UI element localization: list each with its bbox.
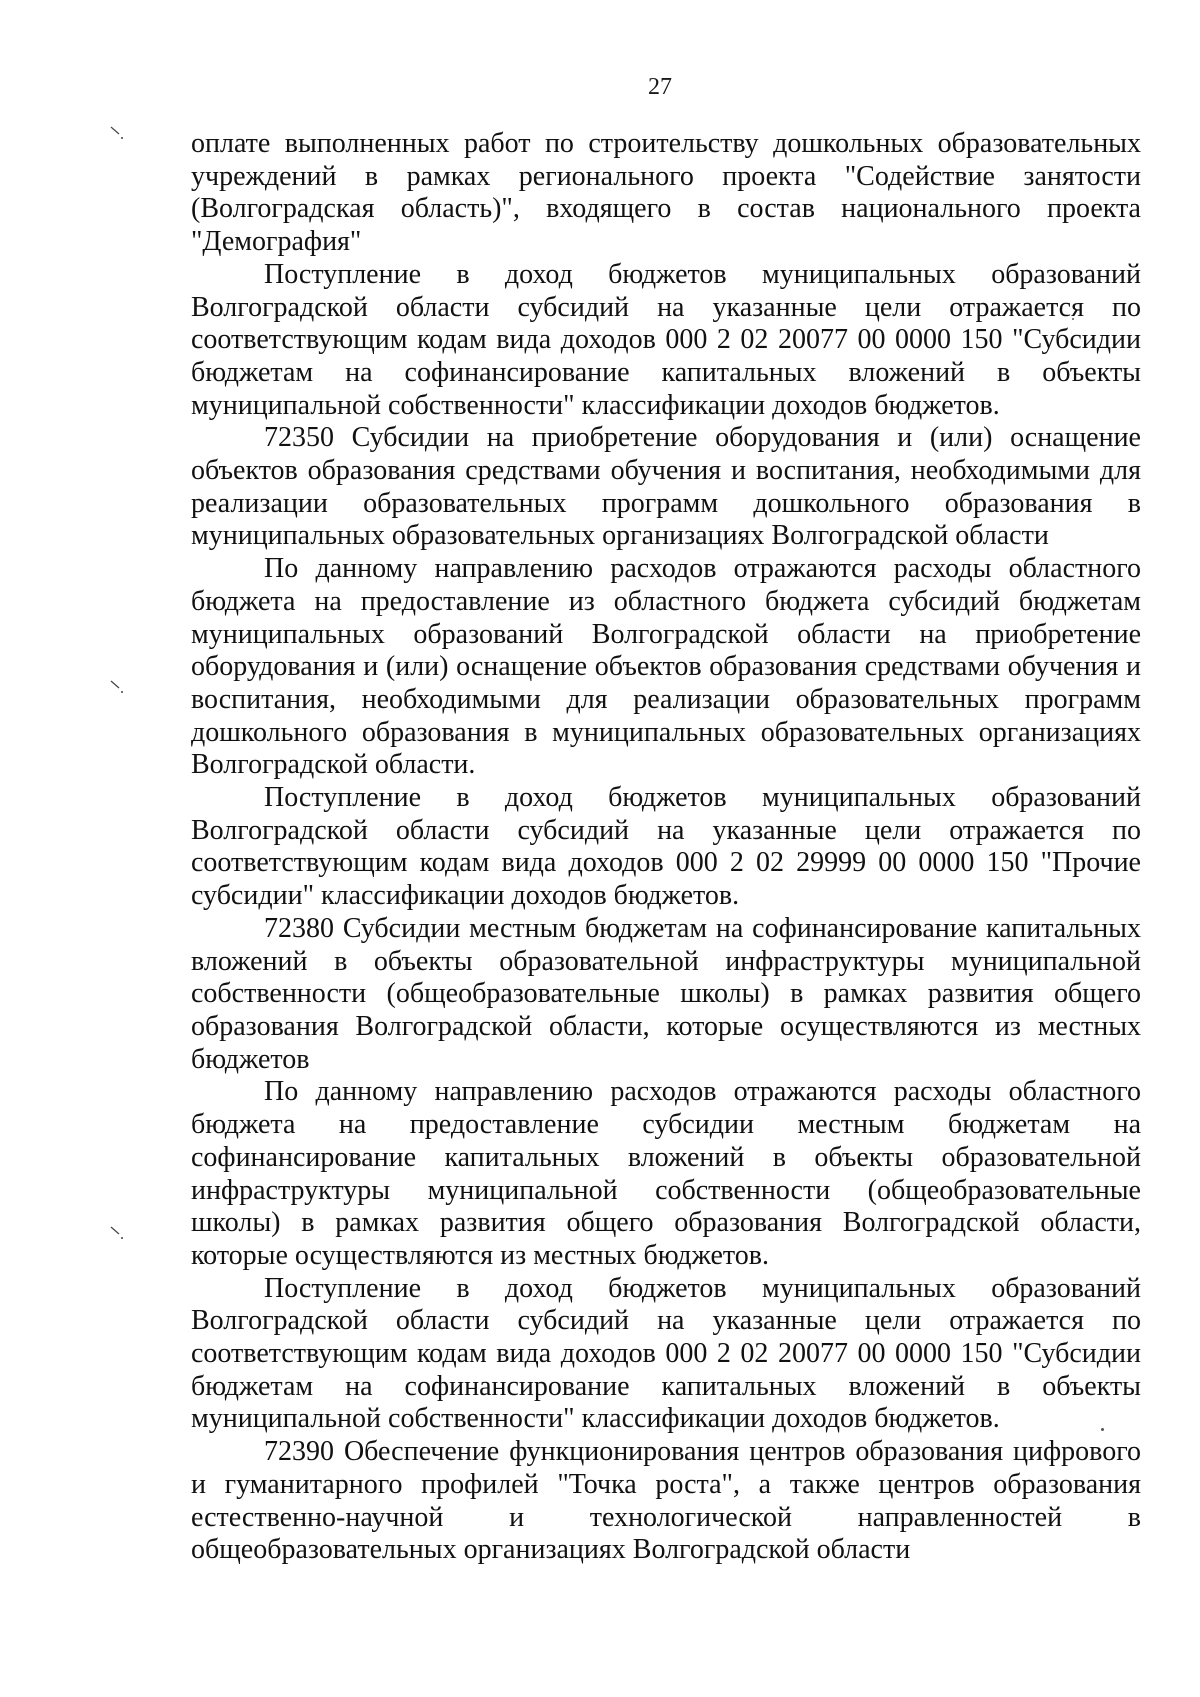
paragraph: Поступление в доход бюджетов муниципальных образований Волгоградской области субсидий на указанные цели отражается по соответствующим кодам вида доходов 000 2 02 20077 00 0000 150 "Субсидии бюджетам на софинансирование капитальных вложений в объекты муниципальной собственности" классификации доходов бюджетов. [191, 1272, 1141, 1435]
paragraph: По данному направлению расходов отражаются расходы областного бюджета на предоставление субсидии местным бюджетам на софинансирование капитальных вложений в объекты образовательной инфраструктуры муниципальной собственности (общеобразовательные школы) в рамках развития общего образования Волгоградской области, которые осуществляются из местных бюджетов. [191, 1076, 1141, 1271]
scan-mark [110, 1226, 124, 1240]
paragraph-section-72380: 72380 Субсидии местным бюджетам на софинансирование капитальных вложений в объекты образовательной инфраструктуры муниципальной собственности (общеобразовательные школы) в рамках развития общего образования Волгоградской области, которые осуществляются из местных бюджетов [191, 912, 1141, 1075]
paragraph: По данному направлению расходов отражаются расходы областного бюджета на предоставление из областного бюджета субсидий бюджетам муниципальных образований Волгоградской области на приобретение оборудования и (или) оснащение объектов образования средствами обучения и воспитания, необходимыми для реализации образовательных программ дошкольного образования в муниципальных образовательных организациях Волгоградской области. [191, 553, 1141, 781]
paragraph-continuation: оплате выполненных работ по строительству дошкольных образовательных учреждений в рамках регионального проекта "Содействие занятости (Волгоградская область)", входящего в состав национального проекта "Демография" [191, 128, 1141, 258]
paragraph: Поступление в доход бюджетов муниципальных образований Волгоградской области субсидий на указанные цели отражается по соответствующим кодам вида доходов 000 2 02 20077 00 0000 150 "Субсидии бюджетам на софинансирование капитальных вложений в объекты муниципальной собственности" классификации доходов бюджетов. [191, 258, 1141, 421]
paragraph-section-72350: 72350 Субсидии на приобретение оборудования и (или) оснащение объектов образования средствами обучения и воспитания, необходимыми для реализации образовательных программ дошкольного образования в муниципальных образовательных организациях Волгоградской области [191, 422, 1141, 552]
document-body [191, 128, 1141, 1567]
paragraph-section-72390: 72390 Обеспечение функционирования центров образования цифрового и гуманитарного профилей "Точка роста", а также центров образования естественно-научной и технологической направленностей в общеобразовательных организациях Волгоградской области [191, 1436, 1141, 1566]
scan-mark [110, 126, 124, 140]
scan-mark [110, 680, 124, 694]
page-number: 27 [648, 74, 672, 100]
paragraph: Поступление в доход бюджетов муниципальных образований Волгоградской области субсидий на указанные цели отражается по соответствующим кодам вида доходов 000 2 02 29999 00 0000 150 "Прочие субсидии" классификации доходов бюджетов. [191, 782, 1141, 912]
